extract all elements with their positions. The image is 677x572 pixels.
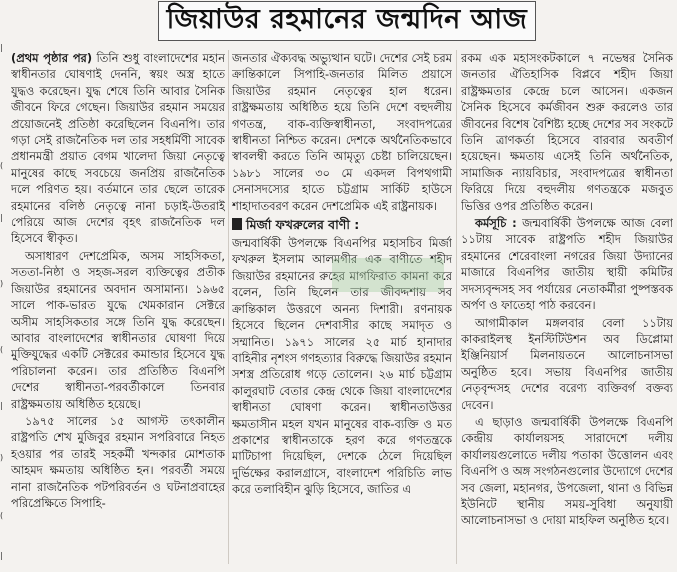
- edge-mark: |: [0, 551, 3, 560]
- edge-mark: ): [0, 279, 4, 288]
- paragraph: এ ছাড়াও জন্মবার্ষিকী উপলক্ষে বিএনপি কেন্দ্রীয় কার্যালয়সহ সারাদেশে দলীয় কার্যালয়গুলোতে দলীয় পতাকা উত্তোলন এবং বিএনপি ও অঙ্গ সংগঠনগুলোর উদ্যোগে দেশের সব জেলা, মহানগর, উপজেলা, থানা ও বিভিন্ন ইউনিটে স্থানীয় সময়-সুবিধা অনুযায়ী আলোচনাসভা ও দোয়া মাহফিল অনুষ্ঠিত হবে।: [461, 414, 673, 528]
- left-edge-cut-marks: [0, 44, 6, 564]
- column-divider: [228, 50, 229, 564]
- article-column-2: [232, 50, 452, 566]
- subheading-text: মির্জা ফখরুলের বাণী :: [246, 217, 360, 233]
- edge-mark: (: [0, 345, 4, 354]
- paragraph: [461, 215, 673, 313]
- column-divider: [456, 50, 457, 564]
- article-column-3: [461, 50, 673, 566]
- headline: জিয়াউর রহমানের জন্মদিন আজ: [166, 3, 528, 35]
- edge-mark: |: [0, 43, 3, 52]
- paragraph: জন্মবার্ষিকী উপলক্ষে বিএনপির মহাসচিব মির্জা ফখরুল ইসলাম আলমগীর এক বাণীতে শহীদ জিয়াউর রহমানের রুহের মাগফিরাত কামনা করে বলেন, তিনি ছিলেন তার জীবদ্দশায় সব ক্রান্তিকাল উত্তরণে অনন্য দিশারী। রণনায়ক হিসেবে ছিলেন দেশবাসীর কাছে সমাদৃত ও সম্মানিত। ১৯৭১ সালের ২৫ মার্চ হানাদার বাহিনীর নৃশংস গণহত্যার বিরুদ্ধে জিয়াউর রহমান সশস্ত্র প্রতিরোধ গড়ে তোলেন। ২৬ মার্চ চট্টগ্রাম কালুরঘাট বেতার কেন্দ্র থেকে জিয়া বাংলাদেশের স্বাধীনতা ঘোষণা করেন। স্বাধীনতাউত্তর ক্ষমতাসীন মহল যখন মানুষের বাক-ব্যক্তি ও মত প্রকাশের স্বাধীনতাকে হরণ করে গণতন্ত্রকে মাটিচাপা দিয়েছিল, দেশকে ঠেলে দিয়েছিল দুর্ভিক্ষের করালগ্রাসে, বাংলাদেশ পরিচিতি লাভ করে তলাবিহীন ঝুড়ি হিসেবে, জাতির এ: [232, 236, 452, 497]
- continued-from-front-label: (প্রথম পৃষ্ঠার পর): [11, 51, 93, 65]
- edge-mark: |: [0, 213, 3, 222]
- paragraph: অসাধারণ দেশপ্রেমিক, অসম সাহসিকতা, সততা-নিষ্ঠা ও সহজ-সরল ব্যক্তিত্বের প্রতীক জিয়াউর রহমানের অবদান অসামান্য। ১৯৬৫ সালে পাক-ভারত যুদ্ধে খেমকারান সেক্টরে অসীম সাহসিকতার সঙ্গে তিনি যুদ্ধ করেছেন। আবার বাংলাদেশের স্বাধীনতার ঘোষণা দিয়ে মুক্তিযুদ্ধের একটি সেক্টরের কমান্ডার হিসেবে যুদ্ধ পরিচালনা করেন। তার প্রতিষ্ঠিত বিএনপি দেশের স্বাধীনতা-পরবর্তীকালে তিনবার রাষ্ট্রক্ষমতায় অধিষ্ঠিত হয়েছে।: [11, 248, 225, 411]
- paragraph-text: তিনি শুধু বাংলাদেশের মহান স্বাধীনতার ঘোষণাই দেননি, স্বয়ং অস্ত্র হাতে যুদ্ধও করেছেন। যুদ্ধ শেষে তিনি আবার সৈনিক জীবনে ফিরে গেছেন। জিয়াউর রহমান সময়ের প্রয়োজনেই প্রতিষ্ঠা করেছিলেন বিএনপি। তার গড়া সেই রাজনৈতিক দল তার সহধর্মিণী সাবেক প্রধানমন্ত্রী প্রয়াত বেগম খালেদা জিয়া নেতৃত্বে মানুষের কাছে সবচেয়ে জনপ্রিয় রাজনৈতিক দলে পরিণত হয়। বর্তমানে তার ছেলে তারেক রহমানের বলিষ্ঠ নেতৃত্বে নানা চড়াই-উতরাই পেরিয়ে আজ দেশের বৃহৎ রাজনৈতিক দল হিসেবে স্বীকৃত।: [11, 51, 225, 246]
- edge-mark: (: [0, 511, 4, 520]
- paragraph: আগামীকাল মঙ্গলবার বেলা ১১টায় কাকরাইলস্থ ইনস্টিটিউশন অব ডিপ্লোমা ইঞ্জিনিয়ার্স মিলনায়তনে আলোচনাসভা অনুষ্ঠিত হবে। সভায় বিএনপির জাতীয় নেতৃবৃন্দসহ দেশের বরেণ্য ব্যক্তিবর্গ বক্তব্য দেবেন।: [461, 315, 673, 412]
- subheading-fakhrul-message: [232, 216, 452, 234]
- paragraph: ১৯৭৫ সালের ১৫ আগস্ট তৎকালীন রাষ্ট্রপতি শেখ মুজিবুর রহমান সপরিবারে নিহত হওয়ার পর তারই সহকর্মী খন্দকার মোশতাক আহমদ ক্ষমতায় অধিষ্ঠিত হন। পরবর্তী সময়ে নানা রাজনৈতিক পটপরিবর্তন ও ঘটনাপ্রবাহের পরিপ্রেক্ষিতে সিপাহি-: [11, 413, 225, 510]
- article-column-1: [11, 50, 225, 566]
- paragraph: [11, 50, 225, 247]
- edge-mark: |: [0, 401, 3, 410]
- paragraph: জনতার ঐক্যবদ্ধ অভ্যুত্থান ঘটে। দেশের সেই চরম ক্রান্তিকালে সিপাহি-জনতার মিলিত প্রয়াসে জিয়াউর রহমান নেতৃত্বের হাল ধরেন। রাষ্ট্রক্ষমতায় অধিষ্ঠিত হয়ে তিনি দেশে বহুদলীয় গণতন্ত্র, বাক-ব্যক্তিস্বাধীনতা, সংবাদপত্রের স্বাধীনতা নিশ্চিত করেন। দেশকে অর্থনৈতিকভাবে স্বাবলম্বী করতে তিনি আমৃত্যু চেষ্টা চালিয়েছেন। ১৯৮১ সালের ৩০ মে একদল বিপথগামী সেনাসদস্যের হাতে চট্টগ্রাম সার্কিট হাউসে শাহাদাতবরণ করেন দেশপ্রেমিক এই রাষ্ট্রনায়ক।: [232, 51, 452, 213]
- headline-box: [158, 1, 536, 41]
- edge-mark: ): [0, 453, 4, 462]
- edge-mark: (: [0, 161, 4, 170]
- program-heading: কর্মসূচি :: [475, 216, 517, 231]
- paragraph-text: জন্মবার্ষিকী উপলক্ষে আজ বেলা ১১টায় সাবেক রাষ্ট্রপতি শহীদ জিয়াউর রহমানের শেরেবাংলা নগরের জিয়া উদ্যানের মাজারে বিএনপির জাতীয় স্থায়ী কমিটির সদস্যবৃন্দসহ সব পর্যায়ের নেতাকর্মীরা পুষ্পস্তবক অর্পণ ও ফাতেহা পাঠ করবেন।: [461, 216, 673, 313]
- subheading-bullet-icon: [232, 218, 242, 230]
- paragraph: রকম এক মহাসংকটকালে ৭ নভেম্বর সৈনিক জনতার ঐতিহাসিক বিপ্লবে শহীদ জিয়া রাষ্ট্রক্ষমতার কেন্দ্রে চলে আসেন। একজন সৈনিক হিসেবে কর্মজীবন শুরু করলেও তার জীবনের বিশেষ বৈশিষ্ট্য হচ্ছে দেশের সব সংকটে তিনি ত্রাণকর্তা হিসেবে বারবার অবতীর্ণ হয়েছেন। ক্ষমতায় এসেই তিনি অর্থনৈতিক, সামাজিক ন্যায়বিচার, সংবাদপত্রের স্বাধীনতা ফিরিয়ে দিয়ে বহুদলীয় গণতন্ত্রকে মজবুত ভিত্তির ওপর প্রতিষ্ঠিত করেন।: [461, 51, 673, 213]
